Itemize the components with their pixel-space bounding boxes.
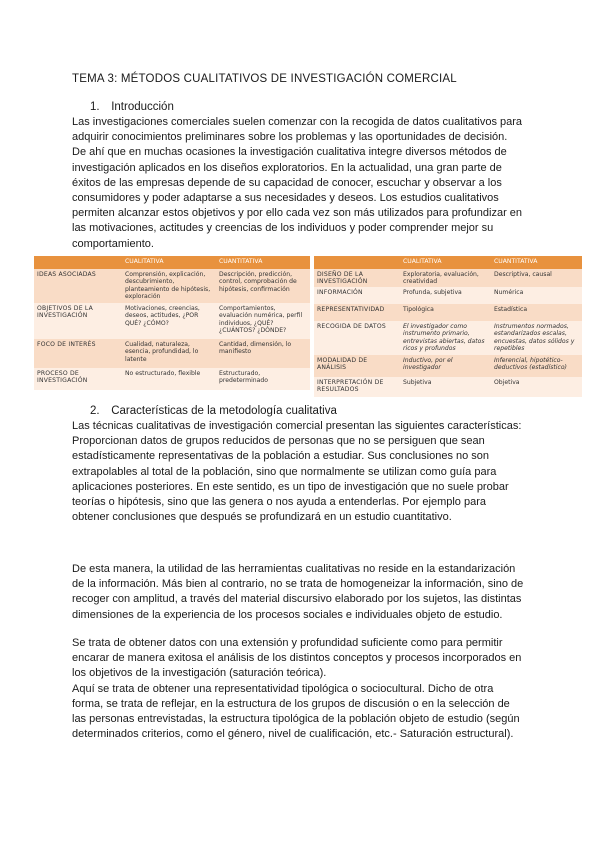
row-label: PROCESO DE INVESTIGACIÓN: [34, 368, 122, 390]
paragraph-line: las motivaciones, actitudes y creencias de los individuos y poder comprender mejor su: [72, 222, 494, 235]
paragraph-line: investigación aplicados en los diseños exploratorios. En la actualidad, una gran parte de: [72, 161, 502, 174]
paragraph-line: recoger con amplitud, a través del material discursivo elaborado por los sujetos, las distintas: [72, 593, 522, 606]
saturation-paragraph: [72, 636, 534, 742]
table-header-row: [34, 256, 310, 269]
table-row: [34, 269, 310, 303]
document-title: TEMA 3: MÉTODOS CUALITATIVOS DE INVESTIGACIÓN COMERCIAL: [72, 73, 457, 85]
row-label: OBJETIVOS DE LA INVESTIGACIÓN: [34, 303, 122, 339]
cuantitativa-cell: Objetiva: [491, 377, 582, 397]
paragraph-line: encarar de manera exitosa el análisis de los distintos conceptos y procesos incorporados en: [72, 652, 522, 665]
cuantitativa-cell: Descriptiva, causal: [491, 269, 582, 287]
paragraph-line: teorías o hipótesis, sino que las genera o nos ayuda a entenderlas. Por ejemplo para: [72, 496, 486, 509]
table-row: [34, 368, 310, 390]
paragraph-line: de la información. Más bien al contrario, no se trata de homogeneizar la información, sino de: [72, 578, 524, 591]
row-label: MODALIDAD DE ANÁLISIS: [314, 355, 400, 377]
row-label: INFORMACIÓN: [314, 287, 400, 304]
section-2-title: Características de la metodología cualitativa: [111, 405, 337, 417]
table-row: [314, 355, 582, 377]
table-row: [34, 339, 310, 368]
cualitativa-cell: Motivaciones, creencias, deseos, actitudes, ¿POR QUÉ? ¿CÓMO?: [122, 303, 216, 339]
cualitativa-cell: Cualidad, naturaleza, esencia, profundidad, lo latente: [122, 339, 216, 368]
paragraph-line: dimensiones de la experiencia de los procesos sociales e individuales objeto de estudio.: [72, 608, 503, 621]
paragraph-line: los objetivos de la investigación (saturación teórica).: [72, 667, 327, 680]
utility-paragraph: [72, 562, 534, 623]
row-label: IDEAS ASOCIADAS: [34, 269, 122, 303]
table-row: [314, 304, 582, 321]
paragraph-line: comportamiento.: [72, 237, 154, 250]
section-2-number: 2.: [90, 405, 100, 417]
section-1-title: Introducción: [111, 101, 174, 113]
paragraph-line: obtener conclusiones que después se profundizará en un estudio cuantitativo.: [72, 511, 452, 524]
paragraph-line: adquirir conocimientos preliminares sobre los problemas y las oportunidades de decisión.: [72, 131, 508, 144]
paragraph-line: De esta manera, la utilidad de las herramientas cualitativas no reside en la estandarización: [72, 563, 516, 575]
paragraph-line: forma, se trata de reflejar, en la estructura de los grupos de discusión o en la selección de: [72, 697, 510, 710]
cualitativa-cell: Profunda, subjetiva: [400, 287, 491, 304]
paragraph-line: aplicaciones posteriores. En este sentido, es un tipo de investigación que no suele probar: [72, 480, 509, 493]
paragraph-line: permiten alcanzar estos objetivos y por ello cada vez son más utilizados para profundizar en: [72, 207, 523, 220]
comparison-table-right: [314, 256, 582, 397]
table-header-cell: CUANTITATIVA: [216, 256, 310, 269]
cualitativa-cell: No estructurado, flexible: [122, 368, 216, 390]
row-label: FOCO DE INTERÉS: [34, 339, 122, 368]
row-label: REPRESENTATIVIDAD: [314, 304, 400, 321]
table-row: [34, 303, 310, 339]
characteristics-paragraph: [72, 419, 534, 525]
cuantitativa-cell: Instrumentos normados, estandarizados escalas, encuestas, datos sólidos y repetibles: [491, 321, 582, 355]
cualitativa-cell: Inductivo, por el investigador: [400, 355, 491, 377]
cualitativa-cell: Exploratoria, evaluación, creatividad: [400, 269, 491, 287]
cualitativa-cell: Tipológica: [400, 304, 491, 321]
table-row: [314, 287, 582, 304]
paragraph-line: éxitos de las empresas depende de su capacidad de conocer, escuchar y observar a los: [72, 176, 502, 189]
paragraph-line: Proporcionan datos de grupos reducidos de personas que no se persiguen que sean: [72, 435, 485, 448]
table-header-row: [314, 256, 582, 269]
cualitativa-cell: Comprensión, explicación, descubrimiento, planteamiento de hipótesis, exploración: [122, 269, 216, 303]
section-1-number: 1.: [90, 101, 100, 113]
paragraph-line: Aquí se trata de obtener una representatividad tipológica o sociocultural. Dicho de otra: [72, 682, 494, 695]
intro-paragraph: [72, 115, 534, 252]
cuantitativa-cell: Estructurado, predeterminado: [216, 368, 310, 390]
paragraph-line: estadísticamente representativas de la población a estudiar. Sus conclusiones no son: [72, 450, 490, 463]
comparison-table-left: [34, 256, 310, 390]
paragraph-line: Las investigaciones comerciales suelen comenzar con la recogida de datos cualitativos para: [72, 116, 523, 128]
paragraph-line: determinados criterios, como el género, nivel de cualificación, etc.- Saturación estructural).: [72, 728, 514, 741]
table-header-cell: CUALITATIVA: [400, 256, 491, 269]
table-row: [314, 269, 582, 287]
paragraph-line: Se trata de obtener datos con una extensión y profundidad suficiente como para permitir: [72, 637, 503, 649]
section-1-heading: [90, 101, 174, 113]
row-label: DISEÑO DE LA INVESTIGACIÓN: [314, 269, 400, 287]
paragraph-line: las personas entrevistadas, la estructura tipológica de la población objeto de estudio (según: [72, 713, 520, 726]
table-header-cell: CUALITATIVA: [122, 256, 216, 269]
cuantitativa-cell: Descripción, predicción, control, comprobación de hipótesis, confirmación: [216, 269, 310, 303]
cuantitativa-cell: Comportamientos, evaluación numérica, perfil individuos, ¿QUÉ? ¿CUÁNTOS? ¿DÓNDE?: [216, 303, 310, 339]
table-row: [314, 321, 582, 355]
cuantitativa-cell: Numérica: [491, 287, 582, 304]
row-label: RECOGIDA DE DATOS: [314, 321, 400, 355]
table-header-cell: [314, 256, 400, 269]
paragraph-line: De ahí que en muchas ocasiones la investigación cualitativa integre diversos métodos de: [72, 146, 507, 159]
table-row: [314, 377, 582, 397]
cualitativa-cell: El investigador como instrumento primario, entrevistas abiertas, datos ricos y profundos: [400, 321, 491, 355]
cuantitativa-cell: Estadística: [491, 304, 582, 321]
section-2-heading: [90, 405, 337, 417]
cuantitativa-cell: Cantidad, dimensión, lo manifiesto: [216, 339, 310, 368]
paragraph-line: extrapolables al total de la población, sino que normalmente se utilizan como guía para: [72, 465, 497, 478]
cuantitativa-cell: Inferencial, hipotético-deductivos (estadístico): [491, 355, 582, 377]
table-header-cell: [34, 256, 122, 269]
paragraph-line: Las técnicas cualitativas de investigación comercial presentan las siguientes características:: [72, 420, 522, 432]
table-header-cell: CUANTITATIVA: [491, 256, 582, 269]
paragraph-line: consumidores y poder adaptarse a sus necesidades y deseos. Los estudios cualitativos: [72, 192, 499, 205]
cualitativa-cell: Subjetiva: [400, 377, 491, 397]
row-label: INTERPRETACIÓN DE RESULTADOS: [314, 377, 400, 397]
